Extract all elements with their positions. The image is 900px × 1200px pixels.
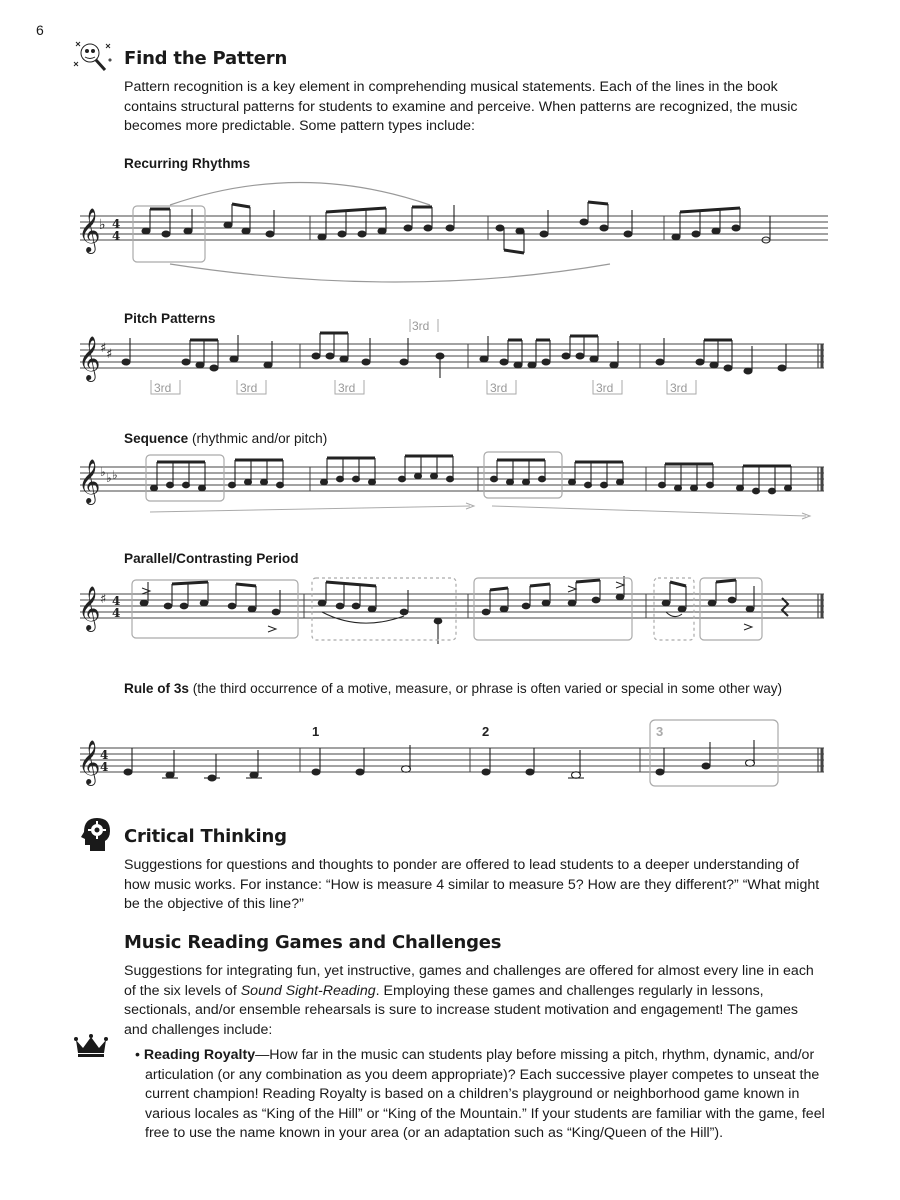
games-list [135, 1046, 835, 1144]
svg-text:𝄞: 𝄞 [78, 459, 101, 503]
svg-text:𝄞: 𝄞 [78, 740, 101, 784]
rule-of-3s-label-text: Rule of 3s [124, 681, 189, 696]
sequence-label [124, 431, 327, 446]
svg-text:𝄞: 𝄞 [78, 336, 101, 380]
head-gear-icon [78, 814, 114, 854]
page-number: 6 [36, 22, 44, 38]
svg-text:♭: ♭ [112, 468, 118, 482]
svg-text:♯: ♯ [100, 592, 107, 607]
sequence-label-text: Sequence [124, 431, 189, 446]
svg-text:𝄞: 𝄞 [78, 586, 101, 630]
critical-thinking-title: Critical Thinking [124, 826, 287, 847]
interval-tag: 3rd [490, 381, 508, 395]
svg-text:♯: ♯ [100, 341, 107, 356]
interval-tag: 3rd [670, 381, 688, 395]
games-intro-start: Suggestions for integrating fun, yet instructive, games and challenges are offered for almost every line in each of the six levels of [124, 963, 814, 999]
svg-text:♭: ♭ [106, 471, 112, 485]
rule-of-3s-label [124, 681, 844, 696]
svg-text:4: 4 [112, 217, 121, 231]
interval-tag: 3rd [338, 381, 356, 395]
games-title: Music Reading Games and Challenges [124, 932, 502, 953]
sequence-staff [0, 450, 900, 525]
parallel-period-staff [0, 572, 900, 644]
svg-text:4: 4 [112, 606, 121, 620]
svg-text:♭: ♭ [99, 217, 106, 233]
svg-text:4: 4 [100, 760, 109, 774]
interval-tag: 3rd [154, 381, 172, 395]
treble-clef-icon: 𝄞 [78, 208, 101, 252]
recurring-rhythms-label: Recurring Rhythms [124, 156, 251, 171]
pitch-patterns-label: Pitch Patterns [124, 311, 216, 326]
list-item [135, 1046, 835, 1144]
rule-of-3s-note: (the third occurrence of a motive, measure, or phrase is often varied or special in some other way) [192, 681, 783, 696]
svg-text:4: 4 [100, 748, 109, 762]
recurring-rhythms-staff [0, 170, 900, 290]
find-pattern-title: Find the Pattern [124, 48, 288, 69]
games-intro [124, 962, 824, 1040]
game-description: —How far in the music can students play before missing a pitch, rhythm, dynamic, and/or articulation (or any combination as you deem appropriate)? Each successive player competes to unseat the current champion! Reading Royalty is based on a children’s playground or neighborhood game known in various locales as “King of the Hill” or “King of the Mountain.” If your students are familiar with the game, feel free to use the name known in your area (or an adaptation such as “King/Queen of the Hill”). [145, 1047, 825, 1141]
find-pattern-intro: Pattern recognition is a key element in comprehending musical statements. Each of the lines in the book contains structural patterns for students to examine and perceive. When patterns are recognized, the music becomes more predictable. Some pattern types include: [124, 79, 798, 134]
svg-text:♭: ♭ [100, 465, 106, 479]
critical-thinking-text: Suggestions for questions and thoughts to ponder are offered to lead students to a deeper understanding of how music works. For instance: “How is measure 4 similar to measure 5? How are they different?” “What might be the objective of this line?” [124, 857, 820, 912]
games-intro-end: . Employing these games and challenges regularly in lessons, sectionals, and/or ensemble rehearsals is sure to increase student motivation and engagement! The games and challenges include: [124, 982, 799, 1038]
game-name: Reading Royalty [143, 1047, 256, 1063]
parallel-contrasting-label: Parallel/Contrasting Period [124, 551, 299, 566]
interval-tag: 3rd [596, 381, 614, 395]
svg-text:♯: ♯ [106, 347, 113, 362]
pitch-patterns-staff [0, 315, 900, 405]
magnifier-icon [72, 38, 116, 74]
interval-tag: 3rd [240, 381, 258, 395]
svg-text:4: 4 [112, 594, 121, 608]
rule-of-3s-staff [0, 716, 900, 792]
rule-of-3s-number-3: 3 [656, 724, 664, 739]
sequence-note: (rhythmic and/or pitch) [192, 431, 328, 446]
svg-text:4: 4 [112, 229, 121, 243]
book-title: Sound Sight-Reading [240, 982, 376, 999]
rule-of-3s-number-1: 1 [312, 724, 320, 739]
interval-tag-top: 3rd [412, 319, 430, 333]
rule-of-3s-number-2: 2 [482, 724, 490, 739]
crown-icon [74, 1034, 108, 1058]
